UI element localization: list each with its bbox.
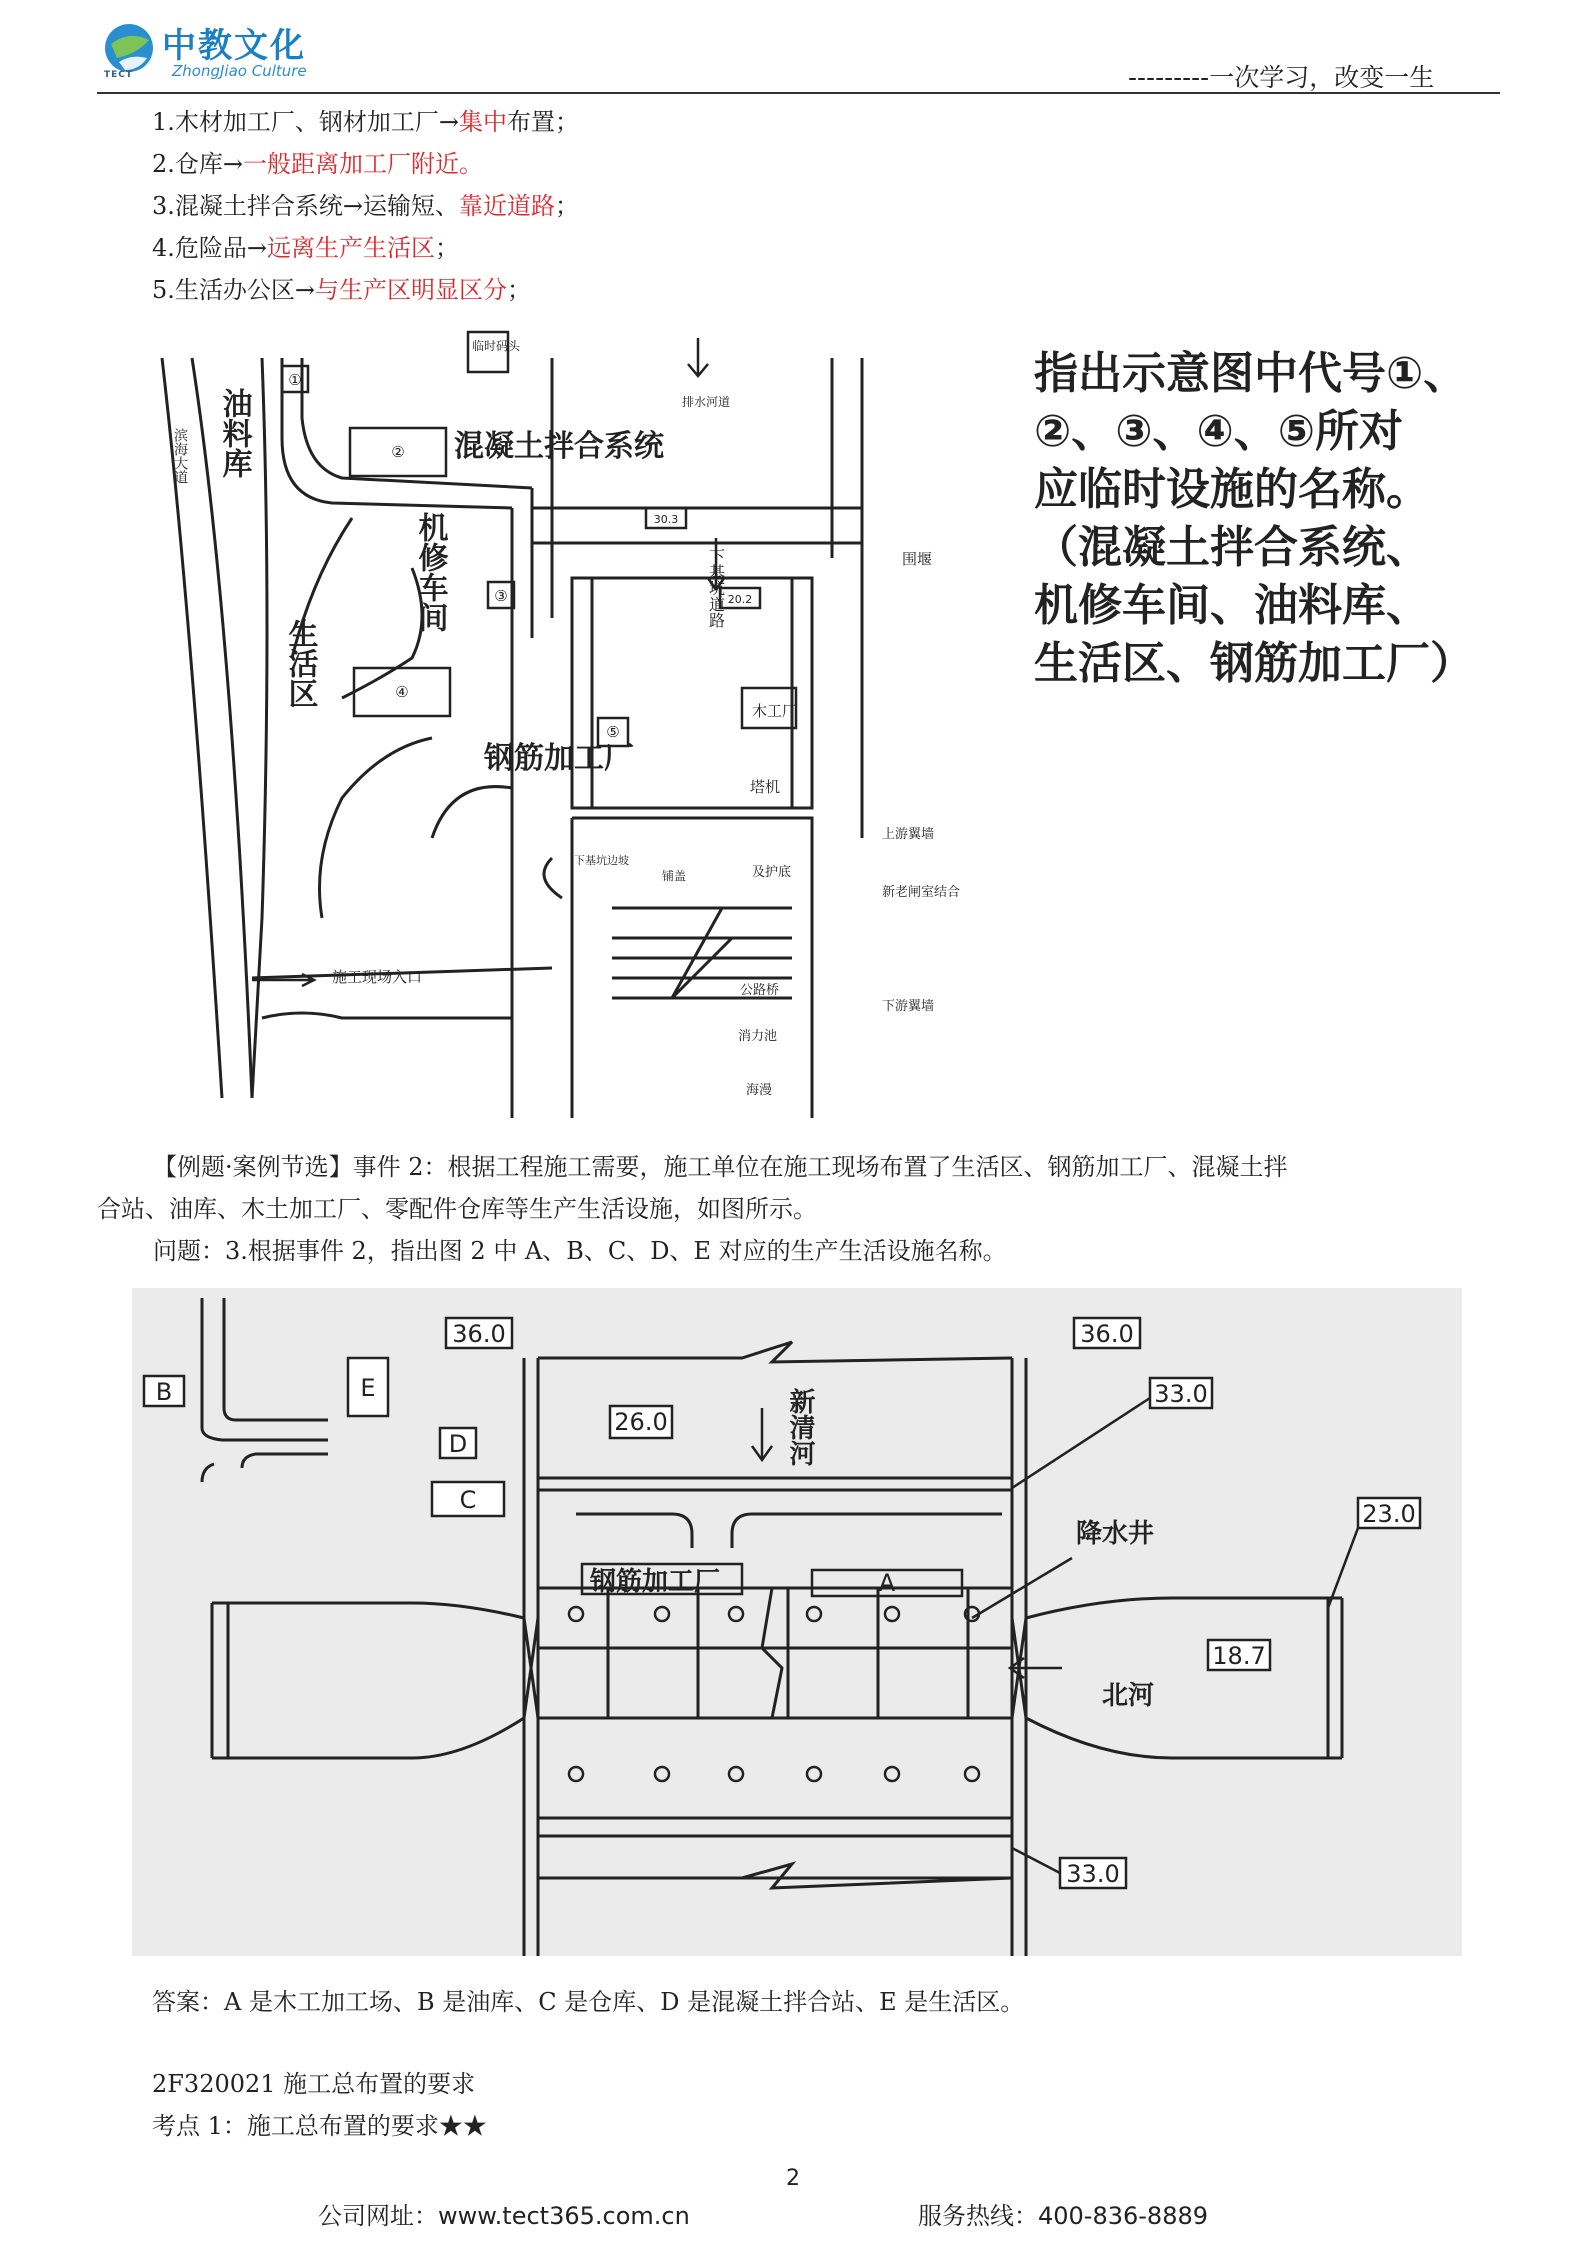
- label-ramp: 下基坑边坡: [574, 854, 629, 867]
- label-rebar-yard: 钢筋加工厂: [590, 1567, 721, 1597]
- label-slope: 及护底: [752, 865, 792, 880]
- label-D: D: [448, 1430, 468, 1458]
- label-road-down: 下基坑道路: [706, 548, 726, 628]
- logo-chinese: 中教文化: [162, 26, 306, 66]
- mark-3: ③: [494, 587, 508, 605]
- example-line-1: 【例题·案例节选】事件 2：根据工程施工需要，施工单位在施工现场布置了生活区、钢筋加工厂、混凝土拌: [153, 1153, 1288, 1181]
- question-line-5: 机修车间、油料库、: [1034, 580, 1430, 631]
- elevation-18-7: 18.7: [1212, 1642, 1266, 1670]
- mark-1: ①: [288, 371, 302, 389]
- label-crane: 塔机: [750, 778, 781, 796]
- example-question: 问题：3.根据事件 2，指出图 2 中 A、B、C、D、E 对应的生产生活设施名称。: [153, 1237, 1007, 1265]
- question-line-6: 生活区、钢筋加工厂）: [1034, 638, 1462, 689]
- example-line-2: 合站、油库、木土加工厂、零配件仓库等生产生活设施，如图所示。: [97, 1195, 817, 1223]
- key-point: 考点 1：施工总布置的要求★★: [152, 2112, 487, 2140]
- page-number: 2: [786, 2166, 800, 2191]
- label-dock: 临时码头: [472, 339, 521, 353]
- label-lock: 新老闸室结合: [882, 885, 961, 900]
- mark-2: ②: [391, 443, 405, 461]
- header-slogan: ---------一次学习，改变一生: [1128, 63, 1435, 92]
- label-living: 生活区: [282, 618, 318, 708]
- elevation-26: 26.0: [614, 1408, 668, 1436]
- label-cofferdam: 围堰: [902, 550, 933, 568]
- elevation-top-left: 36.0: [452, 1320, 506, 1348]
- label-basin: 消力池: [738, 1029, 778, 1044]
- mark-4: ④: [395, 683, 409, 701]
- answer-text: 答案：A 是木工加工场、B 是油库、C 是仓库、D 是混凝土拌合站、E 是生活区。: [152, 1988, 1025, 2016]
- list-item: 1.木材加工厂、钢材加工厂→集中布置；: [152, 108, 580, 136]
- question-line-2: ②、③、④、⑤所对: [1034, 406, 1404, 457]
- list-item: 3.混凝土拌合系统→运输短、靠近道路；: [152, 192, 580, 220]
- question-line-1: 指出示意图中代号①、: [1034, 348, 1462, 399]
- footer-website: 公司网址：www.tect365.com.cn: [318, 2202, 690, 2230]
- site-layout-figure-2: [132, 1288, 1462, 1956]
- label-bridge: 公路桥: [740, 983, 780, 998]
- label-upstream: 上游翼墙: [882, 827, 935, 842]
- label-concrete: 混凝土拌合系统: [454, 429, 664, 464]
- label-rebar: 钢筋加工厂: [484, 741, 634, 776]
- elevation-23: 23.0: [1362, 1500, 1416, 1528]
- example-paragraph: [97, 1146, 1497, 1272]
- label-north-river: 北河: [1102, 1681, 1155, 1711]
- mark-5: ⑤: [606, 723, 620, 741]
- question-line-4: （混凝土拌合系统、: [1034, 522, 1430, 573]
- site-layout-diagram-2: [132, 1288, 1462, 1956]
- label-202: 20.2: [727, 593, 753, 606]
- label-downstream: 下游翼墙: [882, 999, 935, 1014]
- label-site-entry: 施工现场入口: [332, 968, 423, 986]
- question-line-3: 应临时设施的名称。: [1034, 464, 1430, 515]
- site-layout-figure-1: [132, 318, 1462, 1124]
- label-xinqing-river: 新清河: [785, 1388, 815, 1466]
- list-item: 4.危险品→远离生产生活区；: [152, 234, 460, 262]
- elevation-33-bottom: 33.0: [1066, 1860, 1120, 1888]
- label-A: A: [878, 1569, 896, 1597]
- label-dewatering-well: 降水井: [1076, 1519, 1155, 1549]
- label-oil-depot: 油料库: [216, 388, 252, 478]
- elevation-33-top: 33.0: [1154, 1380, 1208, 1408]
- label-303: 30.3: [653, 513, 679, 526]
- logo-tect: TECT: [104, 70, 134, 80]
- elevation-top-right: 36.0: [1080, 1320, 1134, 1348]
- section-heading: 2F320021 施工总布置的要求: [152, 2070, 476, 2098]
- list-item: 5.生活办公区→与生产区明显区分；: [152, 276, 532, 304]
- logo-english: ZhongJiao Culture: [172, 62, 307, 80]
- footer-hotline: 服务热线：400-836-8889: [918, 2202, 1209, 2230]
- label-pave: 铺盖: [662, 869, 687, 883]
- label-repair: 机修车间: [412, 512, 448, 632]
- label-avenue: 滨海大道: [172, 428, 188, 484]
- list-item: 2.仓库→一般距离加工厂附近。: [152, 150, 484, 178]
- label-apron: 海漫: [746, 1083, 773, 1098]
- label-B: B: [155, 1378, 173, 1406]
- label-drain: 排水河道: [682, 395, 731, 409]
- label-E: E: [360, 1374, 376, 1402]
- header-divider: [97, 92, 1500, 94]
- label-C: C: [459, 1486, 477, 1514]
- site-layout-diagram-1: [132, 318, 1462, 1124]
- label-wood: 木工厂: [752, 702, 798, 720]
